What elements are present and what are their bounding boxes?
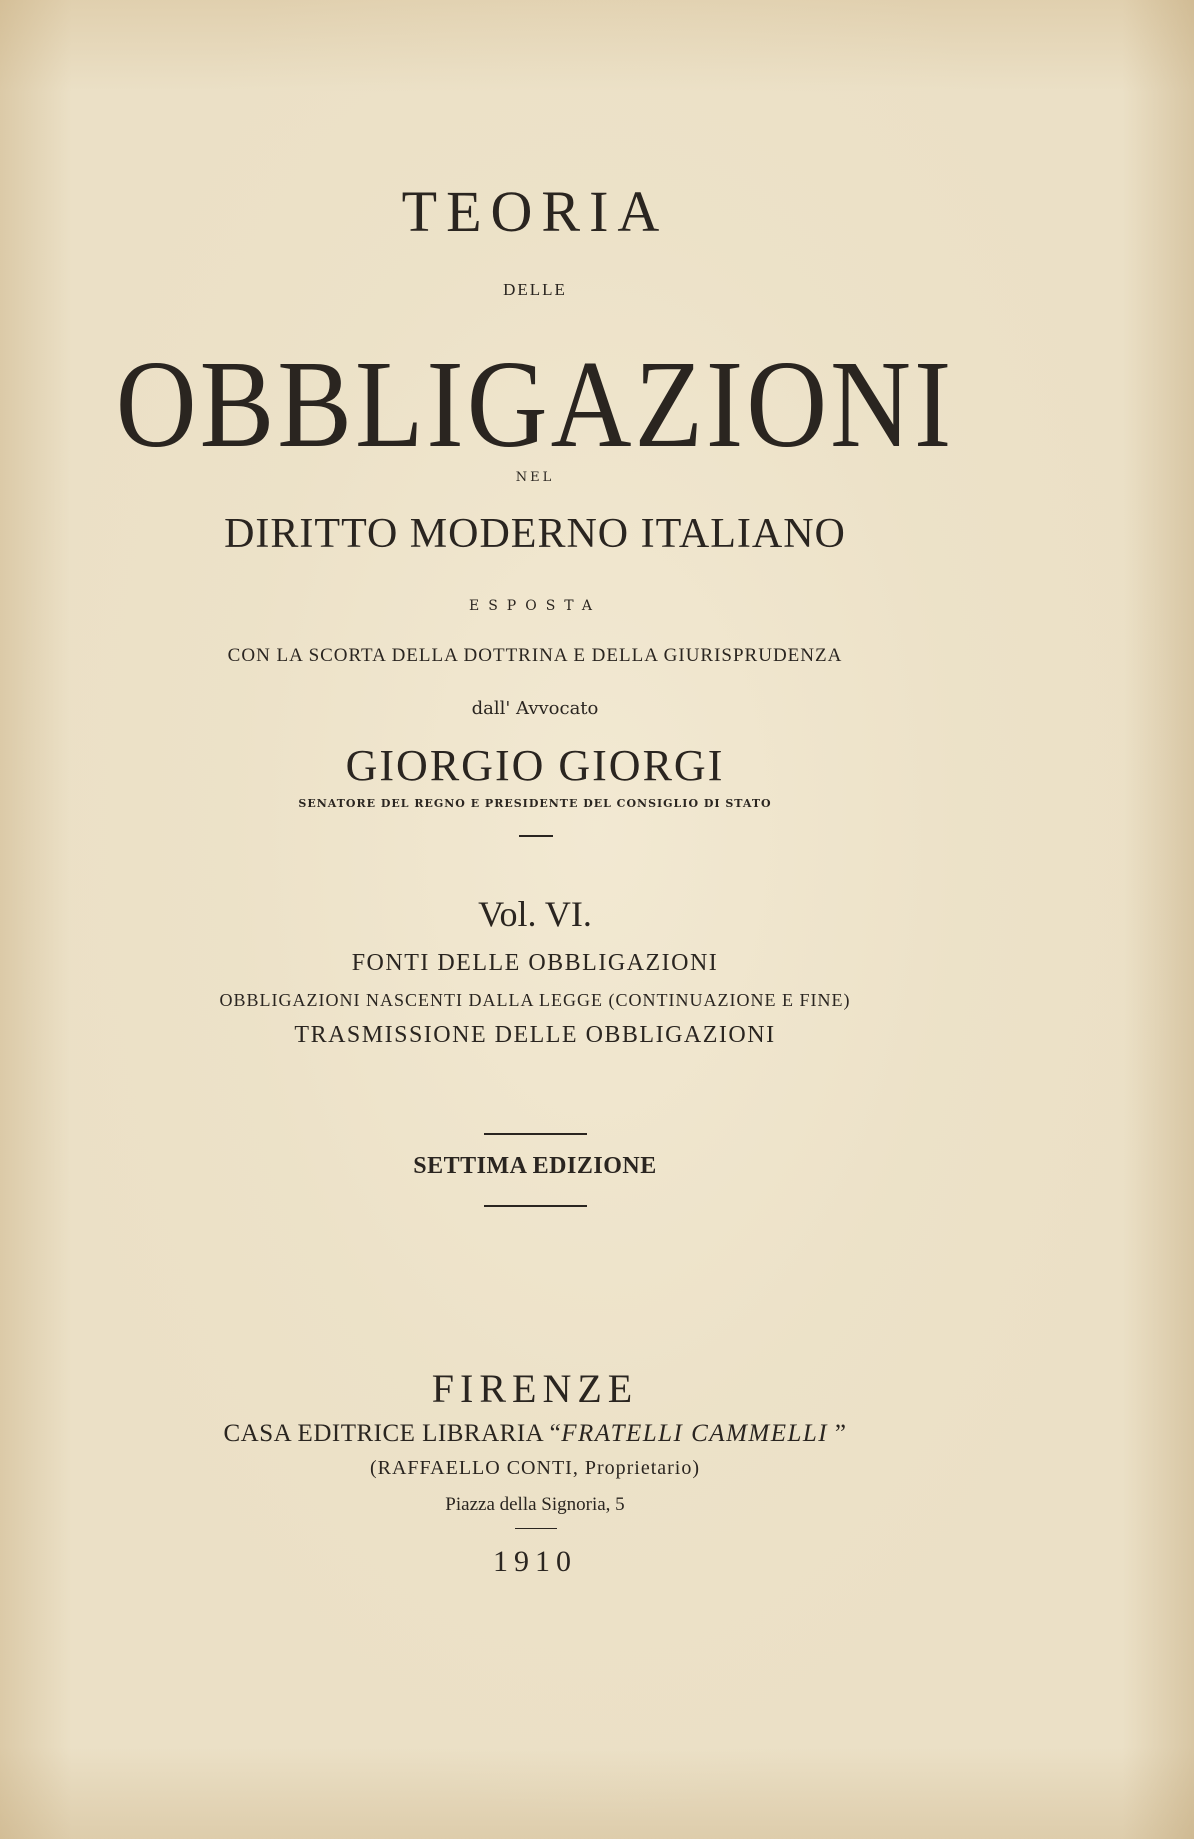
title-delle: DELLE	[503, 280, 567, 299]
imprint-publisher	[0, 1420, 1070, 1448]
imprint-proprietor: (RAFFAELLO CONTI, Proprietario)	[369, 1457, 701, 1479]
imprint-rule	[515, 1528, 557, 1529]
imprint-city: FIRENZE	[431, 1366, 639, 1411]
imprint-address: Piazza della Signoria, 5	[445, 1494, 625, 1515]
title-diritto: DIRITTO MODERNO ITALIANO	[224, 511, 846, 557]
title-obbligazioni: OBBLIGAZIONI	[115, 335, 955, 475]
title-nel: NEL	[515, 470, 555, 485]
edition-rule-top	[484, 1133, 587, 1135]
edition-rule-bottom	[484, 1205, 587, 1207]
contents-line-2: OBBLIGAZIONI NASCENTI DALLA LEGGE (CONTINUAZIONE E FINE)	[219, 990, 851, 1010]
divider-short	[519, 835, 553, 837]
edition-label: SETTIMA EDIZIONE	[413, 1153, 657, 1179]
publisher-name: FRATELLI CAMMELLI	[561, 1420, 829, 1447]
imprint-year: 1910	[493, 1545, 577, 1578]
contents-line-1: FONTI DELLE OBBLIGAZIONI	[351, 950, 719, 976]
publisher-prefix: CASA EDITRICE LIBRARIA “	[223, 1420, 562, 1447]
esposta-line: ESPOSTA	[469, 598, 601, 614]
author-name: GIORGIO GIORGI	[345, 741, 725, 790]
dall-avvocato-line: dall' Avvocato	[471, 698, 599, 719]
author-titles: SENATORE DEL REGNO E PRESIDENTE DEL CONSIGLIO DI STATO	[298, 797, 772, 810]
title-teoria: TEORIA	[401, 179, 669, 244]
volume-number: Vol. VI.	[478, 894, 592, 934]
scorta-line: CON LA SCORTA DELLA DOTTRINA E DELLA GIURISPRUDENZA	[227, 645, 843, 666]
contents-line-3: TRASMISSIONE DELLE OBBLIGAZIONI	[294, 1022, 776, 1048]
publisher-suffix: ”	[828, 1420, 847, 1447]
